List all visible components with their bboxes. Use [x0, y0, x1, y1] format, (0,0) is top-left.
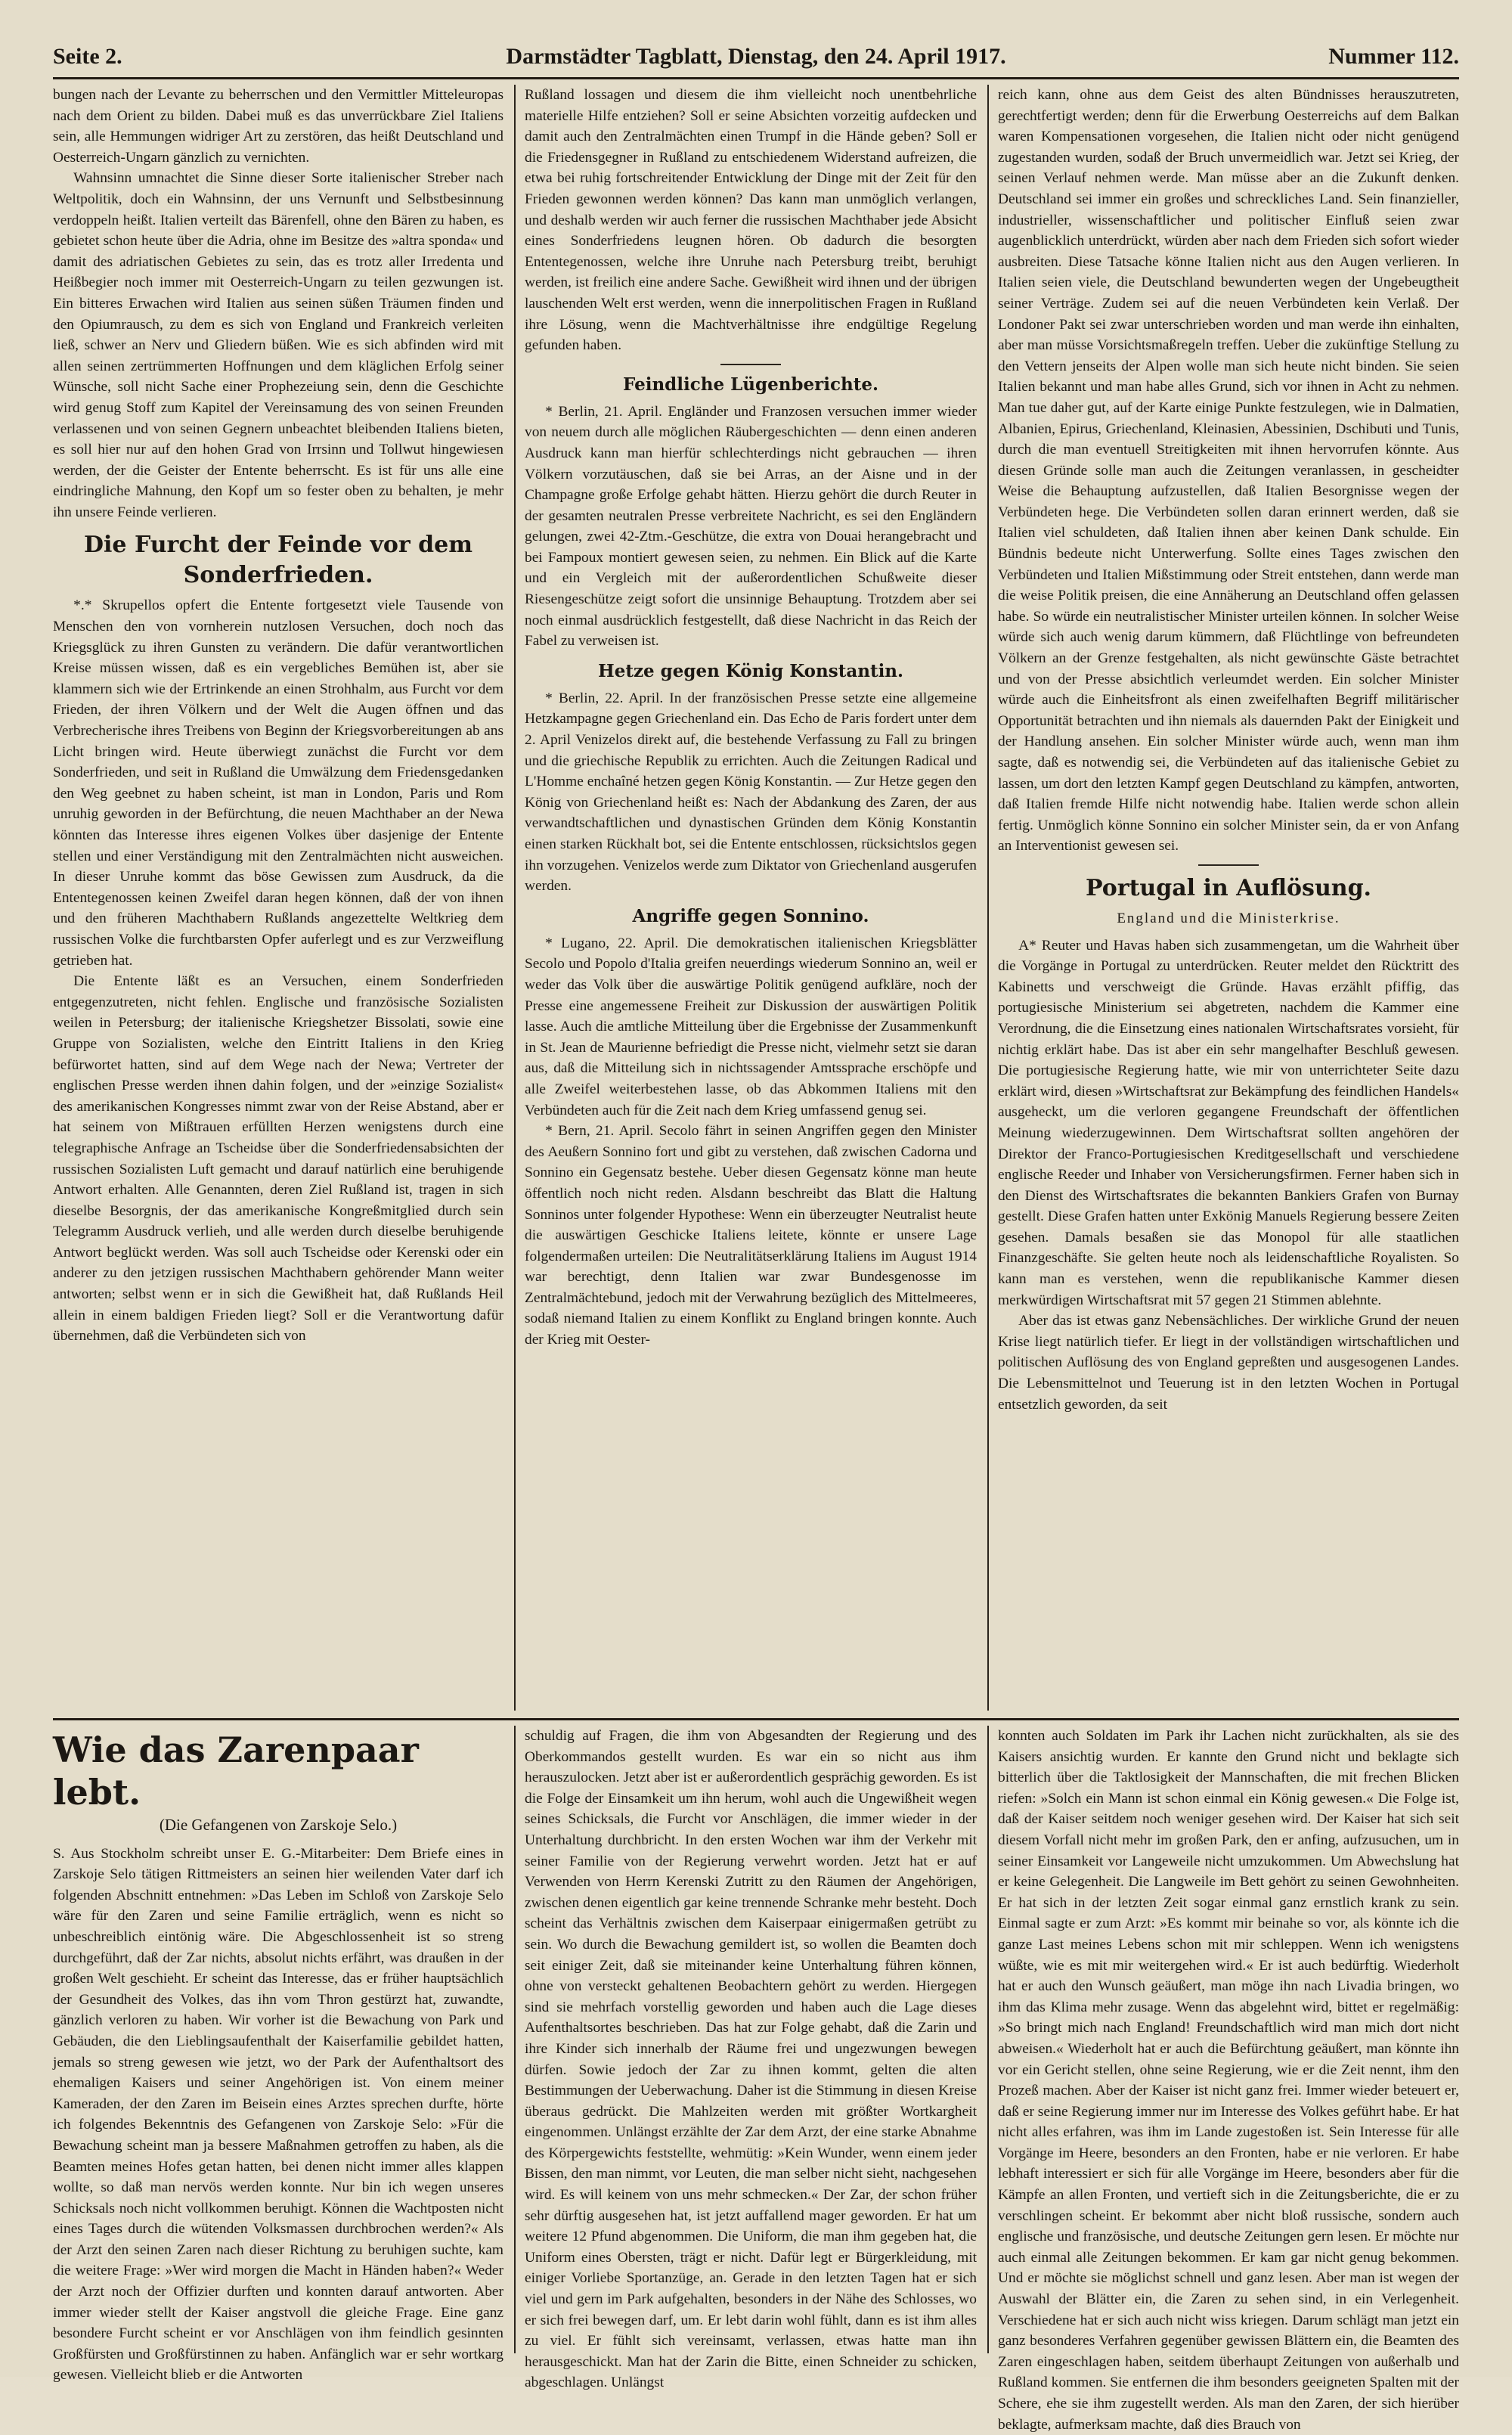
page-number: Seite 2. [53, 44, 122, 69]
article-subheadline: England und die Ministerkrise. [1117, 910, 1340, 926]
article-continuation: reich kann, ohne aus dem Geist des alten Bündnisses herauszutreten, gerechtfertigt werden; denn für die Erwerbung Oesterreichs auf dem Balkan waren Kompensationen vorgesehen, die Italien nicht oder nicht genügend zugestanden wurden, sodaß der Bruch unvermeidlich war. Jetzt sei Krieg, der seinen Verlauf nehmen werde. Man müsse aber an die Zukunft denken. Deutschland sei immer ein großes und schreckliches Land. Sein finanzieller, industrieller, wissenschaftlicher und politischer Einfluß seien zwar augenblicklich unterdrückt, würden aber nach dem Frieden sich sofort wieder ausbreiten. Diese Tatsache könne Italien nicht aus den Augen verlieren. In Italien seien viele, die Deutschland bewunderten wegen der Ungebeugtheit seiner Verträge. Zudem sei auf die neuen Verbündeten kein Verlaß. Der Londoner Pakt sei zwar unterschrieben worden und man werde ihn einhalten, aber man müsse Vorsichtsmaßregeln treffen. Ueber die zukünftige Stellung zu den Vettern jenseits der Alpen wolle man sich heute nicht binden. Sie seien Italien bekannt und man habe alles Grund, sich vor ihnen in Acht zu nehmen. Man tue daher gut, auf der Karte einige Punkte festzulegen, wie in Dalmatien, Albanien, Epirus, Griechenland, Kleinasien, Abessinien, Dschibuti und Tunis, durch die man eventuell Streitigkeiten mit ihnen hervorrufen könnte. Aus diesen Gründe solle man auch die Zeitungen veranlassen, in gescheidter Weise die Behauptung aufzustellen, daß Italien Besorgnisse wegen der Verbündeten hege. Die Verbündeten sollen daran erinnert werden, daß sie Italien viel schuldeten, daß Italien ihnen aber keinen Dank schulde. Ein Bündnis bedeute nicht Unterwerfung. Sollte eines Tages zwischen den Verbündeten und Italien Mißstimmung oder Streit entstehen, dann werde man die weise Politik preisen, die eine Annäherung an Deutschland offen gelassen habe. So würde ein neutralistischer Minister urteilen können. In solcher Weise würde sich auch wenig darum kümmern, daß Flüchtlinge von befreundeten Völkern an der Grenze festgehalten, als nicht gewünschte Gäste betrachtet und von der Presse absichtlich verleumdet werden. Ein solcher Minister würde auch die Einheitsfront als einen zweifelhaften Begriff militärischer Opportunität betrachten und ihn niemals als dauernden Pakt der Einigkeit und der Handlung ansehen. Ein solcher Minister würde auch, wenn man ihm sagte, daß es notwendig sei, die Verbündeten auf das italienische Gebiet zu lassen, um dort den letzten Kampf gegen Deutschland zu kämpfen, antworten, daß Italien fremde Hilfe nicht notwendig habe. Italien werde schon allein fertig. Unmöglich könne Sonnino ein solcher Minister sein, da er von Anfang an Interventionist gewesen sei. [998, 87, 1459, 855]
article-paragraph: * Bern, 21. April. Secolo fährt in seinen Angriffen gegen den Minister des Aeußern Sonnino fort und gibt zu verstehen, daß zwischen Cadorna und Sonnino ein Gegensatz bestehe. Ueber diesen Gegensatz könne man heute öffentlich noch nicht reden. Alsdann beschreibt das Blatt die Haltung Sonninos unter folgender Hypothese: Wenn ein überzeugter Neutralist heute die auswärtigen Geschicke Italiens leitete, könnte er unsere Lage folgendermaßen urteilen: Die Neutralitätserklärung Italiens im August 1914 war berechtigt, denn Italien war zwar Bundesgenosse im Zentralmächtebund, jedoch mit der Verwahrung bezüglich des Mittelmeeres, sodaß niemand Italien zu einem Konflikt zu England bringen konnte. Auch der Krieg mit Oester- [525, 1123, 977, 1348]
article-headline: Angriffe gegen Sonnino. [632, 905, 869, 926]
bottom-column-3 [998, 1726, 1459, 2433]
column-divider [514, 85, 516, 1711]
feature-paragraph: konnten auch Soldaten im Park ihr Lachen nicht zurückhalten, als sie des Kaisers ansichtig wurden. Er kannte den Grund nicht und beklagte sich bitterlich über die Taktlosigkeit der Mannschaften, die mit frechen Blicken riefen: »Solch ein Mann ist schon einmal ein König gewesen.« Die Folge ist, daß der Kaiser seitdem noch weniger gesehen wird. Der Kaiser hat sich seit diesem Vorfall nicht mehr im großen Park, den er anfing, aufzusuchen, um in seiner Einsamkeit vor Langeweile nicht umzukommen. Um Abwechslung hat er keine Gelegenheit. Die Langweile im Bett gehört zu seinen Gewohnheiten. Er hat sich in der letzten Zeit sogar einmal ganz ernstlich krank zu sein. Einmal sagte er zum Arzt: »Es kommt mir beinahe so vor, als könnte ich die ganze Last meines Lebens schon mit mir schleppen. Wenn ich wenigstens wüßte, wie es mit mir weitergehen wird.« Er ist auch bedürftig. Wiederholt hat er auch den Wunsch geäußert, man möge ihn nach Livadia bringen, wo ihm das Klima mehr zusage. Wenn das abgelehnt wird, bittet er regelmäßig: »So bringt mich nach England! Freundschaftlich wird man mich dort nicht abweisen.« Wiederholt hat er auch die Befürchtung geäußert, man könnte ihn vor ein Gericht stellen, ohne seine Regierung, wie er die Zeit nennt, ihm den Prozeß machen. Aber der Kaiser ist nicht ganz frei. Immer wieder beteuert er, daß er seine Regierung immer nur im Interesse des Volkes geführt habe. Er hat nicht alles erfahren, was ihm im Lande zugestoßen ist. Sein Interesse für alle Vorgänge im Heere, besonders an den Fronten, habe er nie verloren. Er habe lebhaft interessiert er sich für alle Vorgänge im Heere, besonders aber für die Kämpfe an allen Fronten, und vertieft sich in die Zeitungsberichte, die er zu verschlingen scheint. Er bekommt aber nicht bloß russische, sondern auch englische und französische, und deutsche Zeitungen gern lesen. Er möchte nur auch einmal alle Zeitungen bekommen. Er kam gar nicht genug bekommen. Und er möchte sie möglichst schnell und ganz lesen. Aber man ist wegen der Auswahl der Blätter ein, die Zaren zu sehen sind, in ein Verlegenheit. Verschiedene hat er sich auch nicht wiss kriegen. Darum schlägt man jetzt ein ganz besonderes Verfahren gegenüber gewissen Blättern ein, die Beamten des Zaren eingeschlagen haben, seitdem überhaupt Zeitungen von außerhalb und Rußland kommen. Sie entfernen die ihm besonders geeigneten Spalten mit der Schere, ehe sie ihm zugestellt werden. Als man den Zaren, der sich hierüber beklagte, aufmerksam machte, daß dies Brauch von [998, 1728, 1459, 2433]
issue-number: Nummer 112. [1328, 44, 1459, 69]
feature-paragraph: schuldig auf Fragen, die ihm von Abgesandten der Regierung und des Oberkommandos gestellt wurden. Es war ein so nicht aus ihm herauszulocken. Jetzt aber ist er außerordentlich gesprächig geworden. Es ist die Folge der Einsamkeit um ihn herum, wohl auch die Ungewißheit wegen seines Schicksals, die Furcht vor Anschlägen, die immer wieder in der Unterhaltung durchbricht. In den ersten Wochen war ihm der Verkehr mit seiner Familie von der Regierung verwehrt worden. Jetzt hat er auf Verwenden von Herrn Kerenski Zutritt zu den Räumen der Angehörigen, zwischen denen eigentlich gar keine trennende Schranke mehr besteht. Doch scheint das Verhältnis zwischen dem Kaiserpaar einigermaßen getrübt zu sein. Wo durch die Bewachung gemildert ist, so wollen die Beamten doch seit einiger Zeit, daß sie miteinander keine Unterhaltung führen können, ohne von versteckt gehaltenen Beobachtern gehört zu werden. Hiergegen sind sie mehrfach vorstellig geworden und haben auch die Lage dieses Aufenthaltsortes beschrieben. Das hat zur Folge gehabt, daß die Zarin und ihre Kinder sich innerhalb der Räume frei und ungezwungen bewegen dürfen. Sowie jedoch der Zar zu ihnen kommt, gelten die alten Bestimmungen der Ueberwachung. Daher ist die Stimmung in diesen Kreise überaus gedrückt. Die Mahlzeiten werden mit größter Wortkargheit eingenommen. Unlängst erzählte der Zar dem Arzt, der eine starke Abnahme des Körpergewichts feststellte, wehmütig: »Kein Wunder, wenn einem jeder Bissen, den man nimmt, vor Leuten, die man selber nicht sieht, nachgesehen wird. Es will keinem von uns mehr schmecken.« Der Zar, der schon früher sehr dürftig ausgesehen hat, ist jetzt auffallend mager geworden. Er hat um weitere 12 Pfund abgenommen. Die Uniform, die man ihm gegeben hat, die Uniform eines Obersten, trägt er nicht. Dafür legt er Bürgerkleidung, mit einiger Vorliebe Sportanzüge, an. Gerade in den letzten Tagen hat er sich viel und gern im Park aufgehalten, besonders in der Nähe des Schlosses, wo er sich frei bewegen darf, um. Er lebt darin wohl fühlt, dann es ist ihm alles zu viel. Er fühlt sich vereinsamt, verlassen, etwas hatte man ihn herausgeschickt. Man hat der Zarin die Bitte, einen Schneider zu schicken, abgeschlagen. Unlängst [525, 1728, 977, 2391]
article-paragraph: A* Reuter und Havas haben sich zusammengetan, um die Wahrheit über die Vorgänge in Portugal zu unterdrücken. Reuter meldet den Rücktritt des Kabinetts und verschweigt die Gründe. Havas erzählt pfiffig, das portugiesische Ministerium sei abgetreten, nachdem die Kammer eine Verordnung, die die Einsetzung eines nationalen Wirtschaftsrates vorsieht, für nichtig erklärt habe. Das ist aber ein sehr mangelhafter Beschluß gewesen. Die portugiesische Regierung hatte, wie mir von unterrichteter Seite dazu erklärt wird, diesen »Wirtschaftsrat zur Bekämpfung des feindlichen Handels« ausgeheckt, um die verloren gegangene Freundschaft der öffentlichen Meinung wiederzugewinnen. Dem Wirtschaftsrat sollten angehören der Direktor der Franco-Portugiesischen Kreditgesellschaft und verschiedene englische Reeder und Inhaber von Versicherungsfirmen. Ferner haben sich in den Dienst des Wirtschaftsrates die bekannten Bankiers Grafen von Burnay gestellt. Diese Grafen hatten unter Exkönig Manuels Regierung bessere Zeiten gesehen. Damals besaßen sie das Monopol für alle staatlichen Finanzgeschäfte. Sie gelten heute noch als leidenschaftliche Royalisten. So kann man es verstehen, wenn die republikanische Kammer diesen merkwürdigen Wirtschaftsrat mit 57 gegen 21 Stimmen ablehnte. [998, 937, 1459, 1308]
article-paragraph: Die Entente läßt es an Versuchen, einem Sonderfrieden entgegenzutreten, nicht fehlen. Englische und französische Sozialisten weilen in Petersburg; der italienische Kriegshetzer Bissolati, sowie eine Gruppe von Sozialisten, welche den Eintritt Italiens in den Krieg befürwortet hatten, sind auf dem Wege nach der Newa; Vertreter der englischen Presse werden ihnen dahin folgen, und der »einzige Sozialist« des amerikanischen Kongresses nimmt zwar von der Reise Abstand, aber er hat seinem von Mißtrauen erfüllten Herzen wenigstens durch eine telegraphische Anfrage an Tscheidse über die Sonderfriedensabsichten der russischen Sozialisten Luft gemacht und darauf natürlich eine beruhigende Antwort erhalten. Alle Genannten, deren Ziel Rußland ist, tragen in sich dieselbe Besorgnis, der das amerikanische Kongreßmitglied durch sein Telegramm Ausdruck verlieh, und alle werden durch dieselbe beruhigende Antwort beglückt werden. Was soll auch Tscheidse oder Kerenski oder ein anderer zu den jetzigen russischen Machthabern gehörender Mann weiter antworten; selbst wenn er in sich die Gewißheit hat, daß Rußlands Heil allein in einem baldigen Frieden liegt? Soll er die Verantwortung dafür übernehmen, daß die Verbündeten sich von [53, 973, 503, 1345]
article-paragraph: * Berlin, 22. April. In der französischen Presse setzte eine allgemeine Hetzkampagne gegen Griechenland ein. Das Echo de Paris fordert unter dem 2. April Venizelos direkt auf, die bestehende Verfassung zu Fall zu bringen und die griechische Republik zu errichten. Auch die Zeitungen Radical und L'Homme enchaîné hetzen gegen König Konstantin. — Zur Hetze gegen den König von Griechenland heißt es: Nach der Abdankung des Zaren, der aus verwandtschaftlichen und dynastischen Gründen dem König Konstantin einen starken Rückhalt bot, sei die Entente entschlossen, rücksichtslos gegen ihn vorzugehen. Venizelos werde zum Diktator von Griechenland ausgerufen werden. [525, 690, 977, 895]
article-paragraph: Wahnsinn umnachtet die Sinne dieser Sorte italienischer Streber nach Weltpolitik, doch ein Wahnsinn, der uns Vernunft und Selbstbesinnung verdoppeln heißt. Italien verteilt das Bärenfell, ohne den Bären zu haben, es gebietet schon heute über die Adria, ohne im Besitze des »altra sponda« und damit des adriatischen Gebietes zu sein, das es trotz aller Irredenta und Heißbegier noch immer mit Oesterreich-Ungarn zu teilen gezwungen ist. Ein bitteres Erwachen wird Italien aus seinen süßen Träumen finden und den Opiumrausch, zu dem es sich von England und Frankreich verleiten ließ, schwer an Nerv und Gliedern büßen. Wie es sich abfinden wird mit allen seinen zertrümmerten Hoffnungen und dem kläglichen Erfolg seiner Wünsche, soll nicht Sache einer Prophezeiung sein, denn die Geschichte wird genug Stoff zum Kapitel der Vereinsamung des von seinen Freunden verlassenen und von seinen Gegnern unbeachtet bleibenden Italiens bieten, es soll hier nur auf den hohen Grad von Irrsinn und Tollwut hingewiesen werden, der die Geister der Entente beherrscht. Es ist für uns alle eine eindringliche Mahnung, den Kopf um so fester oben zu behalten, je mehr ihn unsere Feinde verlieren. [53, 170, 503, 520]
article-paragraph: * Berlin, 21. April. Engländer und Franzosen versuchen immer wieder von neuem durch alle möglichen Räubergeschichten — denn einen anderen Ausdruck kann man hierfür schlechterdings nicht gebrauchen — ihren Völkern vorzutäuschen, daß sie bei Arras, an der Aisne und in der Champagne große Erfolge gehabt hätten. Hierzu gehört die durch Reuter in der gesamten neutralen Presse verbreitete Nachricht, es sei den Engländern gelungen, zwei 42-Ztm.-Geschütze, die extra von Douai herangebracht und bei Fampoux montiert gewesen seien, zu nehmen. Ein Blick auf die Karte und ein Vergleich mit der außerordentlichen Schußweite dieser Riesengeschütze zeigt sofort die unsinnige Behauptung. Trotzdem aber sei noch einmal ausdrücklich festgestellt, daß diese Nachricht in das Reich der Fabel zu verweisen ist. [525, 403, 977, 650]
article-headline: Die Furcht der Feinde vor dem Sonderfrieden. [84, 532, 472, 589]
column-1 [53, 85, 503, 1711]
article-continuation: Rußland lossagen und diesem die ihm vielleicht noch unentbehrliche materielle Hilfe entziehen? Soll er seine Absichten vorzeitig aufdecken und damit auch den Zentralmächten einen Trumpf in die Hände geben? Soll er die Friedensgegner in Rußland zu entschiedenem Widerstand aufreizen, die etwa bei ruhig fortschreitender Entwicklung der Dinge mit der Zeit für den Frieden gewonnen werden können? Das kann man unmöglich verlangen, und deshalb werden wir auch ferner die russischen Machthaber jede Absicht eines Sonderfriedens leugnen hören. Ob dadurch die besorgten Ententegenossen, welche ihre Unruhe nach Petersburg treibt, beruhigt werden, ist freilich eine andere Sache. Gewißheit wird ihnen und der übrigen lauschenden Welt erst werden, wenn die innerpolitischen Fragen in Rußland ihre Lösung, wenn die Machtverhältnisse ihre endgültige Regelung gefunden haben. [525, 87, 977, 354]
article-continuation: bungen nach der Levante zu beherrschen und den Vermittler Mitteleuropas nach dem Orient zu bilden. Dabei muß es das unverrückbare Ziel Italiens sein, alle Hemmungen widriger Art zu zerstören, das heißt Deutschland und Oesterreich-Ungarn gänzlich zu vernichten. [53, 87, 503, 166]
column-3 [998, 85, 1459, 1711]
newspaper-title: Darmstädter Tagblatt, Dienstag, den 24. April 1917. [506, 44, 1006, 69]
masthead [53, 44, 1459, 80]
feature-subheadline: (Die Gefangenen von Zarskoje Selo.) [159, 1816, 398, 1834]
article-paragraph: Aber das ist etwas ganz Nebensächliches. Der wirkliche Grund der neuen Krise liegt natürlich tiefer. Er liegt in der vollständigen wirtschaftlichen und politischen Auflösung des von England gepreßten und ausgesogenen Landes. Die Lebensmittelnot und Teuerung ist in den letzten Wochen in Portugal entsetzlich geworden, da seit [998, 1313, 1459, 1413]
column-2 [525, 85, 977, 1711]
column-divider [987, 1726, 989, 2353]
separator [1198, 864, 1259, 866]
article-headline: Hetze gegen König Konstantin. [597, 660, 904, 681]
separator [720, 364, 781, 365]
feature-paragraph: S. Aus Stockholm schreibt unser E. G.-Mitarbeiter: Dem Briefe eines in Zarskoje Selo tätigen Rittmeisters an seinen hier weilenden Vater darf ich folgenden Abschnitt entnehmen: »Das Leben im Schloß von Zarskoje Selo wäre für den Zaren und seine Familie erträglich, wenn es nicht so unbeschreiblich eintönig wäre. Die Abgeschlossenheit ist so streng durchgeführt, daß der Zar nichts, absolut nichts erfährt, was draußen in der großen Welt geschieht. Er scheint das Interesse, das er früher hauptsächlich der Gesundheit des Volkes, das ihn vom Thron gestürzt hat, zuwandte, gänzlich verloren zu haben. Wir vorher ist die Bewachung von Park und Gebäuden, die den Lieblingsaufenthalt der Kaiserfamilie gebildet hatten, jemals so streng gewesen wie jetzt, wo der Park der Aufenthaltsort des ehemaligen Kaisers und seiner Angehörigen ist. Von einem meiner Kameraden, der den Zaren im Beisein eines Arztes sprechen durfte, hörte ich folgendes Bekenntnis des Gefangenen von Zarskoje Selo: »Für die Bewachung scheint man ja bessere Maßnahmen getroffen zu haben, als die Beamten meines Hofes getan hatten, bei denen nicht immer alles klappen wollte, so daß man nervös werden konnte. Nur bin ich wegen unseres Schicksals noch nicht vollkommen beruhigt. Können die Wachtposten nicht eines Tages durch die wütenden Volksmassen durchbrochen werden?« Als der Arzt den seinen Zaren nach dieser Richtung zu beruhigen suchte, kam die weitere Frage: »Wer wird morgen die Macht in Händen haben?« Weder der Arzt noch der Offizier durften und konnten darauf antworten. Aber immer wieder stellt der Kaiser angstvoll die gleiche Frage. Eine ganz besondere Furcht scheint er vor Anschlägen von ihm feindlich gesinnten Großfürsten und Großfürstinnen zu haben. Anfänglich war er sehr wortkarg gewesen. Vielleicht blieb er die Antworten [53, 1845, 503, 2384]
article-paragraph: * Lugano, 22. April. Die demokratischen italienischen Kriegsblätter Secolo und Popolo d'Italia greifen neuerdings wiederum Sonnino an, weil er weder das Volk über die auswärtige Politik genügend aufkläre, noch der Presse eine angemessene Freiheit zur Diskussion der auswärtigen Politik lasse. Auch die amtliche Mitteilung über die Ergebnisse der Zusammenkunft in St. Jean de Maurienne befriedigt die Presse nicht, vielmehr setzt sie daran aus, daß die Mitteilung sich in nichtssagender Amtssprache erschöpfe und alle Zweifel weiterbestehen lasse, ob das Abkommen Italiens mit den Verbündeten auch für die Zeit nach dem Krieg umfassend genug sei. [525, 935, 977, 1118]
article-headline: Portugal in Auflösung. [1086, 874, 1371, 901]
column-divider [987, 85, 989, 1711]
section-rule [53, 1718, 1459, 1720]
article-headline: Feindliche Lügenberichte. [623, 374, 878, 395]
header-rule [53, 77, 1459, 79]
bottom-column-1 [53, 1726, 503, 2384]
column-divider [514, 1726, 516, 2353]
bottom-column-2 [525, 1726, 977, 2391]
feature-headline: Wie das Zarenpaar lebt. [53, 1729, 419, 1813]
article-paragraph: *.* Skrupellos opfert die Entente fortgesetzt viele Tausende von Menschen den von vornherein nutzlosen Versuchen, doch noch das Kriegsglück zu ihren Gunsten zu verändern. Die dafür verantwortlichen Kreise müssen wissen, daß es ein vergebliches Bemühen ist, aber sie klammern sich wie der Ertrinkende an einen Strohhalm, aus Furcht vor dem Frieden, der ihren Völkern und der Welt die Augen öffnen und das Verbrecherische ihres Treibens von Beginn der Kriegsvorbereitungen ab ans Licht bringen wird. Heute überwiegt zunächst die Furcht vor dem Sonderfrieden, und seit in Rußland die Umwälzung dem Friedensgedanken den Weg geebnet zu haben scheint, ist man in London, Paris und Rom unruhig geworden in der Befürchtung, die neuen Machthaber an der Newa könnten das Interesse ihres eigenen Volkes über dasjenige der Entente stellen und einer Verständigung mit den Zentralmächten nicht ausweichen. In dieser Unruhe kommt das böse Gewissen zum Ausdruck, da die Ententegenossen keinen Zweifel daran hegen können, daß der von ihnen und den früheren Machthabern Rußlands angezettelte Weltkrieg dem russischen Volke die furchtbarsten Opfer auferlegt und es zur Verzweiflung getrieben hat. [53, 597, 503, 969]
